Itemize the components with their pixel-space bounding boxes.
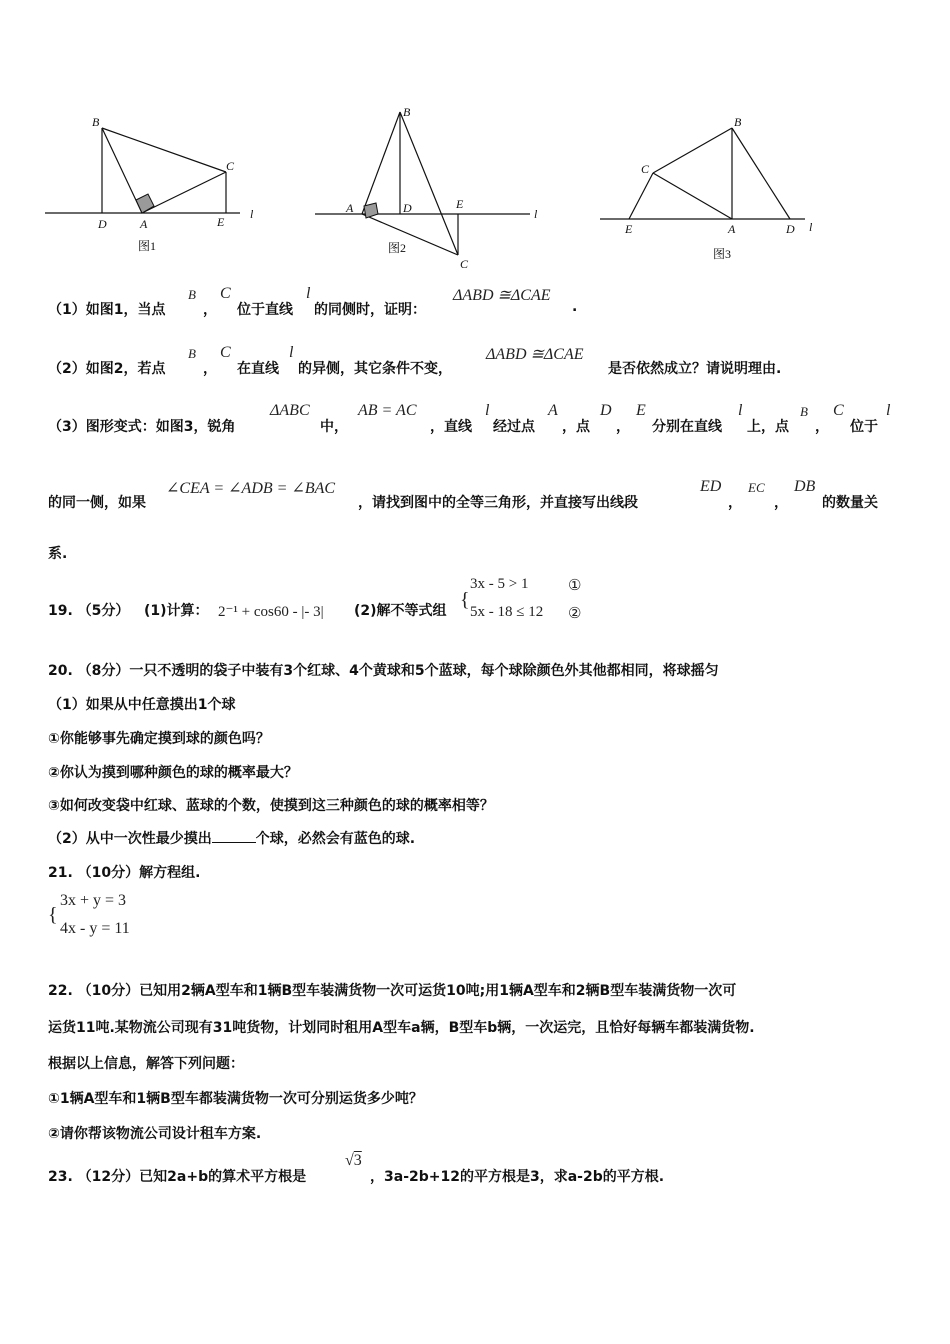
text: （1）如图1，当点 xyxy=(48,302,166,318)
fig1-label-a: A xyxy=(140,217,148,231)
q22-line3: 根据以上信息，解答下列问题： xyxy=(48,1056,244,1072)
figure-2 xyxy=(310,100,560,275)
fig3-label-c: C xyxy=(641,162,650,176)
answer-blank[interactable] xyxy=(212,830,256,843)
math-triangle-abc: ΔABC xyxy=(270,402,310,419)
text: (1)计算： xyxy=(144,603,209,619)
text: 经过点 xyxy=(493,419,535,435)
text: 上，点 xyxy=(747,419,789,435)
fig2-label-d: D xyxy=(403,201,412,215)
math-d: D xyxy=(600,402,612,419)
math-l: l xyxy=(306,285,311,302)
text: 中， xyxy=(320,419,348,435)
math-l: l xyxy=(485,402,490,419)
q20-head: 20. （8分）一只不透明的袋子中装有3个红球、4个黄球和5个蓝球，每个球除颜色外其他都相同，将球摇匀 xyxy=(48,663,719,679)
math-l: l xyxy=(289,344,294,361)
text: ， xyxy=(815,419,829,435)
text: （2）如图2，若点 xyxy=(48,361,166,377)
text: ，直线 xyxy=(430,419,472,435)
text: ， xyxy=(203,302,217,318)
fig2-label-c: C xyxy=(460,257,469,271)
text: 个球，必然会有蓝色的球. xyxy=(255,831,416,847)
fig2-caption: 图2 xyxy=(388,241,407,255)
q20-item1: ①你能够事先确定摸到球的颜色吗？ xyxy=(48,731,270,747)
text: ， xyxy=(203,361,217,377)
q20-sub2 xyxy=(48,828,415,848)
q22-line2: 运货11吨.某物流公司现有31吨货物，计划同时租用A型车a辆，B型车b辆，一次运完，且恰好每辆车都装满货物. xyxy=(48,1020,755,1036)
q18-part3 xyxy=(48,402,908,438)
math-b: B xyxy=(188,287,196,302)
text: 的异侧，其它条件不变， xyxy=(298,361,452,377)
math-ec: EC xyxy=(748,480,765,495)
text: 的同侧时，证明： xyxy=(314,302,426,318)
q22-line5: ②请你帮该物流公司设计租车方案. xyxy=(48,1126,262,1142)
fig1-label-e: E xyxy=(217,215,225,229)
sqrt-radicand: 3 xyxy=(353,1152,362,1169)
math-e: E xyxy=(636,402,646,419)
math-db: DB xyxy=(794,478,816,495)
math-b: B xyxy=(800,404,808,419)
fig1-label-c: C xyxy=(226,159,235,173)
text: 分别在直线 xyxy=(652,419,722,435)
math-l: l xyxy=(738,402,743,419)
text: ，3a-2b+12的平方根是3，求a-2b的平方根. xyxy=(370,1169,665,1185)
fig3-label-b: B xyxy=(734,115,742,129)
text: 位于直线 xyxy=(237,302,293,318)
circled-2: ② xyxy=(568,606,582,622)
text: 的数量关 xyxy=(822,495,878,511)
equation-1: 3x + y = 3 xyxy=(60,892,127,909)
q20-item2: ②你认为摸到哪种颜色的球的概率最大？ xyxy=(48,765,298,781)
text: 位于 xyxy=(850,419,878,435)
text: ， xyxy=(774,495,788,511)
circled-1: ① xyxy=(568,578,582,594)
fig2-label-a: A xyxy=(346,201,354,215)
q22-line1: 22. （10分）已知用2辆A型车和1辆B型车装满货物一次可运货10吨;用1辆A型车和2辆B型车装满货物一次可 xyxy=(48,983,737,999)
brace: { xyxy=(460,589,470,611)
math-congruence: ΔABD ≅ΔCAE xyxy=(486,346,584,363)
math-l: l xyxy=(886,402,891,419)
q20-sub1: （1）如果从中任意摸出1个球 xyxy=(48,697,236,713)
fig3-label-a: A xyxy=(728,222,736,236)
text: （3）图形变式：如图3，锐角 xyxy=(48,419,236,435)
q23 xyxy=(48,1150,848,1186)
text: ， xyxy=(728,495,742,511)
math-c: C xyxy=(220,344,231,361)
text: 是否依然成立？请说明理由. xyxy=(608,361,782,377)
figure-3 xyxy=(595,110,835,270)
q19 xyxy=(48,576,648,626)
math-congruence: ΔABD ≅ΔCAE xyxy=(453,287,551,304)
inequality-2: 5x - 18 ≤ 12 xyxy=(470,604,544,620)
math-ed: ED xyxy=(700,478,722,495)
brace: { xyxy=(48,904,58,926)
question-number: 19. （5分） xyxy=(48,603,130,619)
fig1-label-d: D xyxy=(98,217,107,231)
math-a: A xyxy=(548,402,558,419)
text: ， xyxy=(616,419,630,435)
q20-item3: ③如何改变袋中红球、蓝球的个数，使摸到这三种颜色的球的概率相等？ xyxy=(48,798,494,814)
fig3-caption: 图3 xyxy=(713,247,732,261)
math-ab-eq-ac: AB = AC xyxy=(358,402,417,419)
text: （2）从中一次性最少摸出 xyxy=(48,831,212,847)
text: ，请找到图中的全等三角形，并直接写出线段 xyxy=(358,495,638,511)
fig2-label-b: B xyxy=(403,105,411,119)
math-c: C xyxy=(220,285,231,302)
fig3-label-l: l xyxy=(809,220,813,234)
q18-part3-end: 系. xyxy=(48,546,68,562)
text: ，点 xyxy=(562,419,590,435)
q21-head: 21. （10分）解方程组. xyxy=(48,865,201,881)
sqrt-expression: √3 xyxy=(345,1152,362,1169)
fig2-label-e: E xyxy=(456,197,464,211)
math-angles: ∠CEA = ∠ADB = ∠BAC xyxy=(166,480,336,497)
text: (2)解不等式组 xyxy=(354,603,447,619)
figure-1 xyxy=(40,110,280,260)
text: 23. （12分）已知2a+b的算术平方根是 xyxy=(48,1169,307,1185)
q22-line4: ①1辆A型车和1辆B型车都装满货物一次可分别运货多少吨？ xyxy=(48,1091,423,1107)
q18-part3-cont xyxy=(48,478,908,514)
equation-2: 4x - y = 11 xyxy=(60,920,130,937)
fig1-label-l: l xyxy=(250,207,254,221)
fig3-label-d: D xyxy=(786,222,795,236)
fig2-label-l: l xyxy=(534,207,538,221)
text: 的同一侧，如果 xyxy=(48,495,146,511)
math-c: C xyxy=(833,402,844,419)
text: . xyxy=(572,299,578,315)
math-b: B xyxy=(188,346,196,361)
q21-system xyxy=(48,892,248,948)
inequality-1: 3x - 5 > 1 xyxy=(470,576,529,592)
fig1-label-b: B xyxy=(92,115,100,129)
fig1-caption: 图1 xyxy=(138,239,157,253)
text: 在直线 xyxy=(237,361,279,377)
math-expression: 2⁻¹ + cos60 - |- 3| xyxy=(218,604,324,620)
fig3-label-e: E xyxy=(625,222,633,236)
